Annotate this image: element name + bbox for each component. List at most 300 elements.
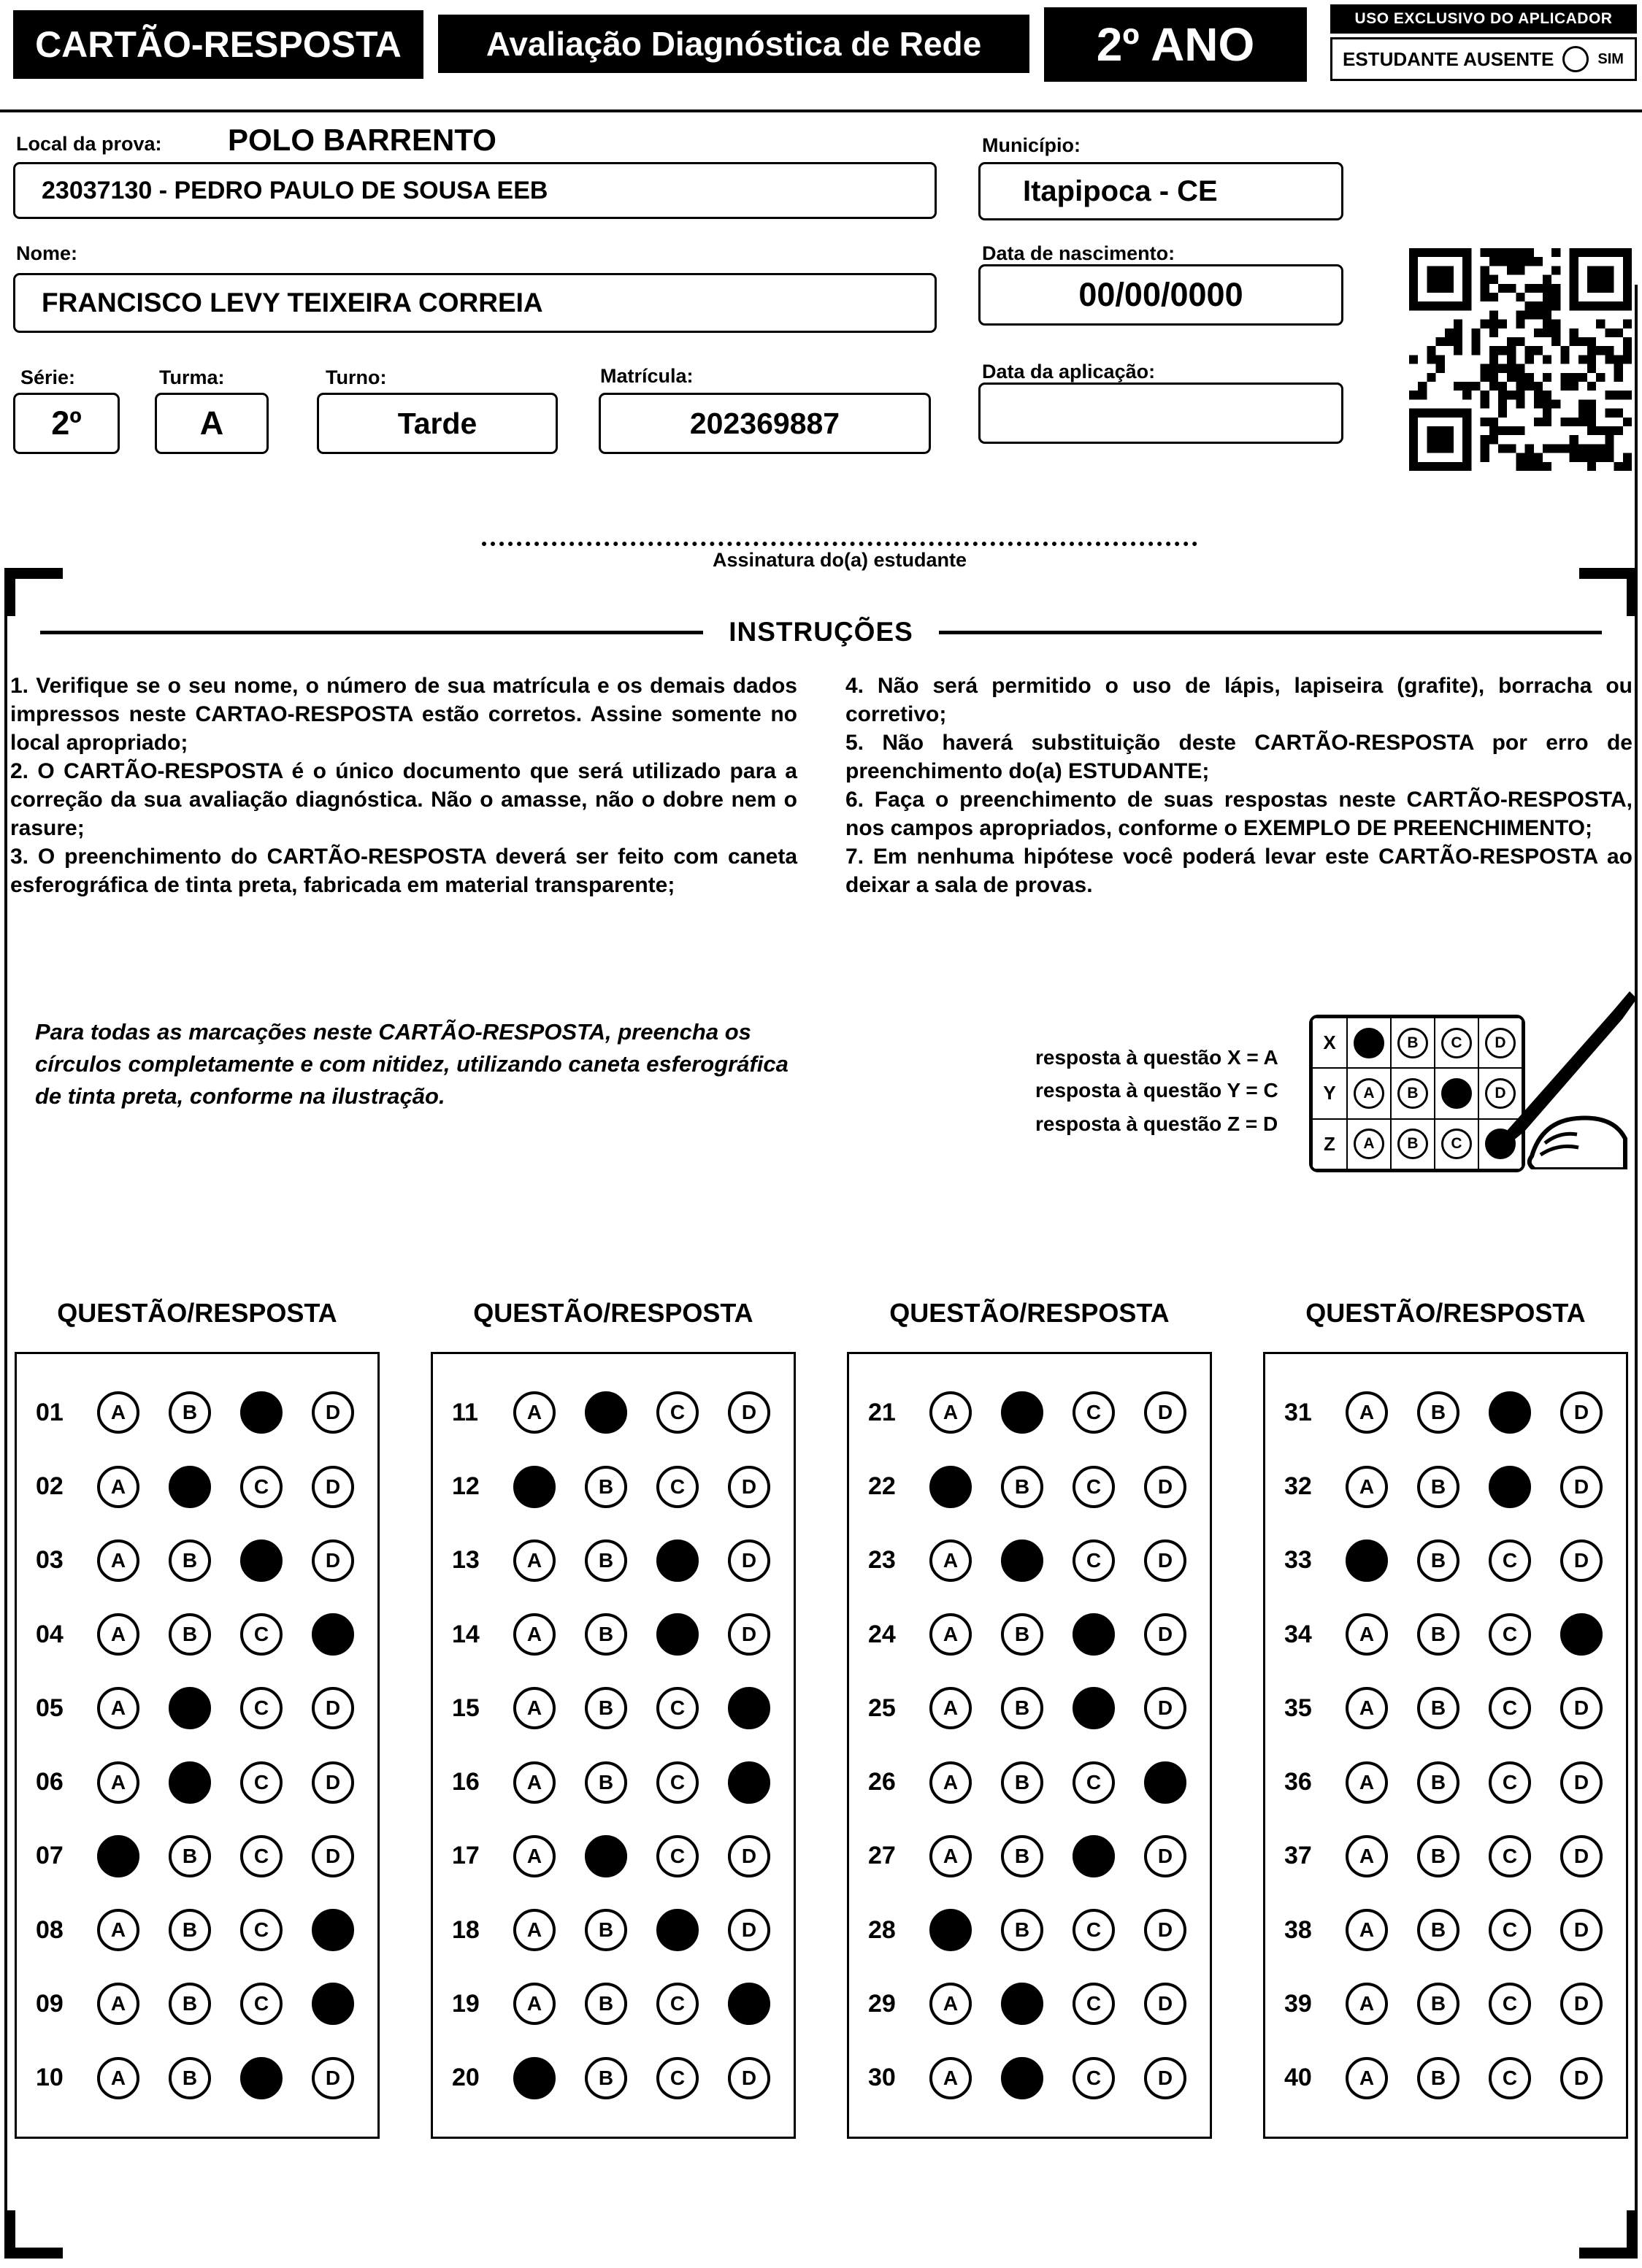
answer-bubble-q29-A[interactable]: A	[929, 1983, 972, 2025]
answer-bubble-q05-A[interactable]: A	[97, 1687, 139, 1729]
answer-bubble-q20-C[interactable]: C	[656, 2057, 699, 2099]
answer-bubble-q09-D[interactable]	[312, 1983, 354, 2025]
left-edge-line	[4, 616, 7, 2210]
question-number-15: 15	[452, 1694, 480, 1722]
answer-bubble-q13-D[interactable]: D	[728, 1539, 770, 1582]
registration-mark-top-left	[4, 568, 63, 616]
answer-bubble-q33-B[interactable]: B	[1417, 1539, 1459, 1582]
question-options-20	[509, 2057, 775, 2099]
answer-bubble-q01-D[interactable]: D	[312, 1391, 354, 1434]
answer-bubble-q27-D[interactable]: D	[1144, 1835, 1186, 1877]
question-options-40	[1341, 2057, 1607, 2099]
answer-bubble-q23-C[interactable]: C	[1073, 1539, 1115, 1582]
answer-bubble-q04-A[interactable]: A	[97, 1613, 139, 1656]
question-number-28: 28	[868, 1915, 896, 1944]
question-options-33	[1341, 1539, 1607, 1582]
answer-bubble-q06-C[interactable]: C	[240, 1761, 283, 1804]
answer-bubble-q05-D[interactable]: D	[312, 1687, 354, 1729]
answer-bubble-q31-B[interactable]: B	[1417, 1391, 1459, 1434]
question-row-20	[452, 2057, 775, 2099]
answer-bubble-q16-B[interactable]: B	[585, 1761, 627, 1804]
answer-bubble-q07-D[interactable]: D	[312, 1835, 354, 1877]
question-row-23	[868, 1539, 1191, 1582]
registration-mark-bottom-right	[1579, 2210, 1638, 2259]
registration-mark-bottom-left	[4, 2210, 63, 2259]
question-number-26: 26	[868, 1768, 896, 1796]
answer-bubble-q36-C[interactable]: C	[1489, 1761, 1531, 1804]
answer-bubble-q11-B[interactable]	[585, 1391, 627, 1434]
municipio-label: Município:	[982, 134, 1081, 156]
answer-bubble-q04-C[interactable]: C	[240, 1613, 283, 1656]
answer-bubble-q11-D[interactable]: D	[728, 1391, 770, 1434]
answer-bubble-q32-B[interactable]: B	[1417, 1466, 1459, 1508]
example-cell-X-B	[1391, 1018, 1435, 1068]
question-number-09: 09	[36, 1989, 64, 2018]
answer-bubble-q02-C[interactable]: C	[240, 1466, 283, 1508]
question-number-22: 22	[868, 1472, 896, 1501]
question-row-38	[1284, 1909, 1607, 1951]
answer-bubble-q30-D[interactable]: D	[1144, 2057, 1186, 2099]
answer-bubble-q01-B[interactable]: B	[169, 1391, 211, 1434]
answer-bubble-q40-D[interactable]: D	[1560, 2057, 1603, 2099]
answer-bubble-q09-B[interactable]: B	[169, 1983, 211, 2025]
answer-bubble-q33-A[interactable]	[1346, 1539, 1388, 1582]
question-row-22	[868, 1466, 1191, 1508]
answer-bubble-q18-B[interactable]: B	[585, 1909, 627, 1951]
applicator-box	[1330, 4, 1637, 81]
answer-bubble-q24-D[interactable]: D	[1144, 1613, 1186, 1656]
example-cell-Y-A	[1347, 1068, 1391, 1118]
question-row-35	[1284, 1687, 1607, 1729]
question-number-01: 01	[36, 1398, 64, 1426]
answer-bubble-q26-A[interactable]: A	[929, 1761, 972, 1804]
answer-bubble-q10-C[interactable]	[240, 2057, 283, 2099]
aplicacao-label: Data da aplicação:	[982, 361, 1156, 383]
answer-bubble-q39-A[interactable]: A	[1346, 1983, 1388, 2025]
question-options-36	[1341, 1761, 1607, 1804]
matricula-field: 202369887	[599, 393, 931, 454]
answer-bubble-q36-D[interactable]: D	[1560, 1761, 1603, 1804]
question-number-12: 12	[452, 1472, 480, 1501]
question-row-17	[452, 1835, 775, 1877]
answer-bubble-q01-C[interactable]	[240, 1391, 283, 1434]
answer-bubble-q14-C[interactable]	[656, 1613, 699, 1656]
instructions-header	[0, 617, 1642, 647]
question-number-24: 24	[868, 1620, 896, 1648]
answer-bubble-q39-C[interactable]: C	[1489, 1983, 1531, 2025]
answer-bubble-q14-B[interactable]: B	[585, 1613, 627, 1656]
answer-bubble-q27-C[interactable]	[1073, 1835, 1115, 1877]
answer-bubble-q11-C[interactable]: C	[656, 1391, 699, 1434]
answer-bubble-q03-B[interactable]: B	[169, 1539, 211, 1582]
answer-bubble-q38-D[interactable]: D	[1560, 1909, 1603, 1951]
instruction-item-7: 7. Em nenhuma hipótese você poderá levar este CARTÃO-RESPOSTA ao deixar a sala de provas.	[845, 845, 1633, 897]
answer-bubble-q08-A[interactable]: A	[97, 1909, 139, 1951]
example-bubble-X-B: B	[1397, 1028, 1428, 1058]
answers-header-4: QUESTÃO/RESPOSTA	[1305, 1298, 1586, 1328]
answer-bubble-q20-A[interactable]	[513, 2057, 556, 2099]
question-number-38: 38	[1284, 1915, 1312, 1944]
answer-bubble-q28-C[interactable]: C	[1073, 1909, 1115, 1951]
example-legend	[1035, 1041, 1278, 1140]
example-bubble-Z-A: A	[1354, 1129, 1384, 1159]
absent-mark-bubble[interactable]	[1562, 46, 1589, 72]
answer-bubble-q25-A[interactable]: A	[929, 1687, 972, 1729]
answer-bubble-q19-D[interactable]	[728, 1983, 770, 2025]
question-number-02: 02	[36, 1472, 64, 1501]
answer-bubble-q36-B[interactable]: B	[1417, 1761, 1459, 1804]
question-options-32	[1341, 1466, 1607, 1508]
answer-bubble-q06-D[interactable]: D	[312, 1761, 354, 1804]
example-legend-y: resposta à questão Y = C	[1035, 1079, 1278, 1102]
answer-bubble-q01-A[interactable]: A	[97, 1391, 139, 1434]
applicator-title: USO EXCLUSIVO DO APLICADOR	[1330, 4, 1637, 34]
question-options-19	[509, 1983, 775, 2025]
answer-bubble-q36-A[interactable]: A	[1346, 1761, 1388, 1804]
answer-bubble-q03-C[interactable]	[240, 1539, 283, 1582]
answer-bubble-q35-D[interactable]: D	[1560, 1687, 1603, 1729]
answer-bubble-q22-B[interactable]: B	[1001, 1466, 1043, 1508]
question-number-33: 33	[1284, 1546, 1312, 1575]
example-cell-Z-B	[1391, 1119, 1435, 1169]
answer-bubble-q06-A[interactable]: A	[97, 1761, 139, 1804]
answers-header-2: QUESTÃO/RESPOSTA	[473, 1298, 753, 1328]
answer-bubble-q27-A[interactable]: A	[929, 1835, 972, 1877]
answer-bubble-q19-A[interactable]: A	[513, 1983, 556, 2025]
example-bubble-Z-B: B	[1397, 1129, 1428, 1159]
answer-bubble-q34-A[interactable]: A	[1346, 1613, 1388, 1656]
question-options-09	[93, 1983, 358, 2025]
question-number-32: 32	[1284, 1472, 1312, 1501]
answer-bubble-q16-A[interactable]: A	[513, 1761, 556, 1804]
question-number-10: 10	[36, 2064, 64, 2092]
question-number-11: 11	[452, 1398, 478, 1426]
question-row-25	[868, 1687, 1191, 1729]
answer-bubble-q14-D[interactable]: D	[728, 1613, 770, 1656]
question-options-02	[93, 1466, 358, 1508]
answer-bubble-q30-B[interactable]	[1001, 2057, 1043, 2099]
example-legend-x: resposta à questão X = A	[1035, 1046, 1278, 1069]
answer-bubble-q10-A[interactable]: A	[97, 2057, 139, 2099]
answer-bubble-q17-D[interactable]: D	[728, 1835, 770, 1877]
question-number-40: 40	[1284, 2064, 1312, 2092]
answer-bubble-q29-B[interactable]	[1001, 1983, 1043, 2025]
example-bubble-Z-C: C	[1441, 1129, 1472, 1159]
answer-bubble-q33-C[interactable]: C	[1489, 1539, 1531, 1582]
question-options-16	[509, 1761, 775, 1804]
question-row-21	[868, 1391, 1191, 1434]
example-cell-Y-B	[1391, 1068, 1435, 1118]
question-number-19: 19	[452, 1989, 480, 2018]
answer-bubble-q30-A[interactable]: A	[929, 2057, 972, 2099]
question-number-20: 20	[452, 2064, 480, 2092]
answer-bubble-q35-C[interactable]: C	[1489, 1687, 1531, 1729]
signature-line[interactable]	[482, 542, 1197, 546]
answer-bubble-q28-B[interactable]: B	[1001, 1909, 1043, 1951]
answer-bubble-q24-B[interactable]: B	[1001, 1613, 1043, 1656]
answer-bubble-q21-B[interactable]	[1001, 1391, 1043, 1434]
question-row-28	[868, 1909, 1191, 1951]
question-row-32	[1284, 1466, 1607, 1508]
answer-bubble-q13-C[interactable]	[656, 1539, 699, 1582]
municipio-field: Itapipoca - CE	[978, 162, 1343, 220]
example-bubble-X-C: C	[1441, 1028, 1472, 1058]
answer-bubble-q07-C[interactable]: C	[240, 1835, 283, 1877]
answer-bubble-q18-A[interactable]: A	[513, 1909, 556, 1951]
question-row-40	[1284, 2057, 1607, 2099]
answer-bubble-q25-C[interactable]	[1073, 1687, 1115, 1729]
answer-bubble-q15-C[interactable]: C	[656, 1687, 699, 1729]
answer-bubble-q06-B[interactable]	[169, 1761, 211, 1804]
answer-bubble-q38-B[interactable]: B	[1417, 1909, 1459, 1951]
question-number-36: 36	[1284, 1768, 1312, 1796]
answer-bubble-q17-C[interactable]: C	[656, 1835, 699, 1877]
serie-label: Série:	[20, 366, 76, 388]
answer-bubble-q08-D[interactable]	[312, 1909, 354, 1951]
answer-bubble-q12-D[interactable]: D	[728, 1466, 770, 1508]
example-row-label-Y: Y	[1312, 1068, 1347, 1118]
answer-bubble-q30-C[interactable]: C	[1073, 2057, 1115, 2099]
question-options-18	[509, 1909, 775, 1951]
example-bubble-X-A	[1354, 1028, 1384, 1058]
answer-bubble-q12-B[interactable]: B	[585, 1466, 627, 1508]
answer-bubble-q13-B[interactable]: B	[585, 1539, 627, 1582]
answer-bubble-q22-A[interactable]	[929, 1466, 972, 1508]
example-legend-z: resposta à questão Z = D	[1035, 1112, 1278, 1135]
question-options-35	[1341, 1687, 1607, 1729]
answer-bubble-q40-B[interactable]: B	[1417, 2057, 1459, 2099]
answer-bubble-q18-C[interactable]	[656, 1909, 699, 1951]
fill-note: Para todas as marcações neste CARTÃO-RESPOSTA, preencha os círculos completamente e com nitidez, utilizando caneta esferográfica de tinta preta, conforme na ilustração.	[35, 1019, 789, 1110]
answer-bubble-q31-C[interactable]	[1489, 1391, 1531, 1434]
answer-bubble-q31-A[interactable]: A	[1346, 1391, 1388, 1434]
instruction-item-5: 5. Não haverá substituição deste CARTÃO-RESPOSTA por erro de preenchimento do(a) ESTUDANTE;	[845, 731, 1633, 783]
turma-field: A	[155, 393, 269, 454]
answer-bubble-q22-D[interactable]: D	[1144, 1466, 1186, 1508]
answer-bubble-q19-B[interactable]: B	[585, 1983, 627, 2025]
question-options-39	[1341, 1983, 1607, 2025]
question-options-37	[1341, 1835, 1607, 1877]
question-row-19	[452, 1983, 775, 2025]
answer-bubble-q40-C[interactable]: C	[1489, 2057, 1531, 2099]
question-row-07	[36, 1835, 358, 1877]
question-options-31	[1341, 1391, 1607, 1434]
answer-bubble-q20-B[interactable]: B	[585, 2057, 627, 2099]
question-number-04: 04	[36, 1620, 64, 1648]
answer-bubble-q21-C[interactable]: C	[1073, 1391, 1115, 1434]
question-row-04	[36, 1613, 358, 1656]
answer-bubble-q34-C[interactable]: C	[1489, 1613, 1531, 1656]
answer-bubble-q27-B[interactable]: B	[1001, 1835, 1043, 1877]
answer-bubble-q12-A[interactable]	[513, 1466, 556, 1508]
answer-bubble-q37-C[interactable]: C	[1489, 1835, 1531, 1877]
answer-bubble-q39-D[interactable]: D	[1560, 1983, 1603, 2025]
answer-bubble-q26-B[interactable]: B	[1001, 1761, 1043, 1804]
nome-label: Nome:	[16, 242, 78, 264]
answer-bubble-q24-A[interactable]: A	[929, 1613, 972, 1656]
answers-header-1: QUESTÃO/RESPOSTA	[57, 1298, 337, 1328]
answer-bubble-q23-B[interactable]	[1001, 1539, 1043, 1582]
question-number-06: 06	[36, 1768, 64, 1796]
answer-bubble-q15-A[interactable]: A	[513, 1687, 556, 1729]
answer-bubble-q29-D[interactable]: D	[1144, 1983, 1186, 2025]
question-row-08	[36, 1909, 358, 1951]
answer-bubble-q15-B[interactable]: B	[585, 1687, 627, 1729]
answer-bubble-q23-A[interactable]: A	[929, 1539, 972, 1582]
question-row-06	[36, 1761, 358, 1804]
question-number-27: 27	[868, 1842, 896, 1870]
local-value: POLO BARRENTO	[228, 123, 496, 157]
question-options-38	[1341, 1909, 1607, 1951]
question-row-30	[868, 2057, 1191, 2099]
question-row-14	[452, 1613, 775, 1656]
answer-bubble-q03-A[interactable]: A	[97, 1539, 139, 1582]
question-number-34: 34	[1284, 1620, 1312, 1648]
example-row-label-X: X	[1312, 1018, 1347, 1068]
answer-bubble-q09-C[interactable]: C	[240, 1983, 283, 2025]
question-options-05	[93, 1687, 358, 1729]
instructions-rule-left	[40, 631, 703, 634]
question-options-08	[93, 1909, 358, 1951]
question-number-31: 31	[1284, 1398, 1312, 1426]
answer-bubble-q12-C[interactable]: C	[656, 1466, 699, 1508]
answer-bubble-q09-A[interactable]: A	[97, 1983, 139, 2025]
answer-bubble-q07-A[interactable]	[97, 1835, 139, 1877]
answer-bubble-q24-C[interactable]	[1073, 1613, 1115, 1656]
answer-bubble-q37-D[interactable]: D	[1560, 1835, 1603, 1877]
nascimento-field: 00/00/0000	[978, 264, 1343, 326]
turma-label: Turma:	[159, 366, 225, 388]
answer-bubble-q37-B[interactable]: B	[1417, 1835, 1459, 1877]
answer-bubble-q21-A[interactable]: A	[929, 1391, 972, 1434]
answer-bubble-q05-B[interactable]	[169, 1687, 211, 1729]
answer-bubble-q17-B[interactable]	[585, 1835, 627, 1877]
example-row-label-Z: Z	[1312, 1119, 1347, 1169]
example-bubble-Y-B: B	[1397, 1078, 1428, 1109]
answer-bubble-q20-D[interactable]: D	[728, 2057, 770, 2099]
answer-bubble-q15-D[interactable]	[728, 1687, 770, 1729]
question-row-33	[1284, 1539, 1607, 1582]
question-row-03	[36, 1539, 358, 1582]
answer-bubble-q40-A[interactable]: A	[1346, 2057, 1388, 2099]
answer-bubble-q28-D[interactable]: D	[1144, 1909, 1186, 1951]
answers-header-3: QUESTÃO/RESPOSTA	[889, 1298, 1170, 1328]
answer-bubble-q29-C[interactable]: C	[1073, 1983, 1115, 2025]
answer-bubble-q16-C[interactable]: C	[656, 1761, 699, 1804]
answer-bubble-q10-B[interactable]: B	[169, 2057, 211, 2099]
answer-bubble-q32-A[interactable]: A	[1346, 1466, 1388, 1508]
example-bubble-X-D: D	[1485, 1028, 1516, 1058]
answer-bubble-q04-D[interactable]	[312, 1613, 354, 1656]
answer-bubble-q18-D[interactable]: D	[728, 1909, 770, 1951]
instructions-title: INSTRUÇÕES	[729, 617, 913, 647]
answer-bubble-q05-C[interactable]: C	[240, 1687, 283, 1729]
answer-bubble-q32-C[interactable]	[1489, 1466, 1531, 1508]
answer-bubble-q03-D[interactable]: D	[312, 1539, 354, 1582]
answer-bubble-q14-A[interactable]: A	[513, 1613, 556, 1656]
answer-bubble-q13-A[interactable]: A	[513, 1539, 556, 1582]
answer-bubble-q17-A[interactable]: A	[513, 1835, 556, 1877]
answer-column-3	[847, 1352, 1212, 2139]
question-number-30: 30	[868, 2064, 896, 2092]
answer-bubble-q25-D[interactable]: D	[1144, 1687, 1186, 1729]
question-number-21: 21	[868, 1398, 896, 1426]
answer-bubble-q34-B[interactable]: B	[1417, 1613, 1459, 1656]
question-options-13	[509, 1539, 775, 1582]
question-number-07: 07	[36, 1842, 64, 1870]
question-options-23	[925, 1539, 1191, 1582]
question-options-30	[925, 2057, 1191, 2099]
answer-column-4	[1263, 1352, 1628, 2139]
question-number-29: 29	[868, 1989, 896, 2018]
answer-bubble-q22-C[interactable]: C	[1073, 1466, 1115, 1508]
question-number-13: 13	[452, 1546, 480, 1575]
answer-bubble-q28-A[interactable]	[929, 1909, 972, 1951]
answer-bubble-q08-B[interactable]: B	[169, 1909, 211, 1951]
question-options-04	[93, 1613, 358, 1656]
answer-bubble-q26-C[interactable]: C	[1073, 1761, 1115, 1804]
answer-bubble-q04-B[interactable]: B	[169, 1613, 211, 1656]
answer-bubble-q19-C[interactable]: C	[656, 1983, 699, 2025]
example-bubble-Y-A: A	[1354, 1078, 1384, 1109]
answer-bubble-q10-D[interactable]: D	[312, 2057, 354, 2099]
question-number-25: 25	[868, 1694, 896, 1722]
example-cell-Z-A	[1347, 1119, 1391, 1169]
instructions-rule-right	[939, 631, 1602, 634]
answer-bubble-q33-D[interactable]: D	[1560, 1539, 1603, 1582]
answer-bubble-q25-B[interactable]: B	[1001, 1687, 1043, 1729]
answer-bubble-q02-B[interactable]	[169, 1466, 211, 1508]
question-options-25	[925, 1687, 1191, 1729]
answer-bubble-q02-A[interactable]: A	[97, 1466, 139, 1508]
answer-bubble-q35-B[interactable]: B	[1417, 1687, 1459, 1729]
answer-bubble-q37-A[interactable]: A	[1346, 1835, 1388, 1877]
answer-bubble-q23-D[interactable]: D	[1144, 1539, 1186, 1582]
answer-bubble-q34-D[interactable]	[1560, 1613, 1603, 1656]
grade-badge: 2º ANO	[1044, 7, 1307, 82]
answer-bubble-q08-C[interactable]: C	[240, 1909, 283, 1951]
question-row-02	[36, 1466, 358, 1508]
nascimento-label: Data de nascimento:	[982, 242, 1175, 264]
nome-field: FRANCISCO LEVY TEIXEIRA CORREIA	[13, 273, 937, 333]
answer-bubble-q39-B[interactable]: B	[1417, 1983, 1459, 2025]
answer-bubble-q38-C[interactable]: C	[1489, 1909, 1531, 1951]
hand-with-pen-illustration	[1459, 987, 1641, 1169]
answer-bubble-q21-D[interactable]: D	[1144, 1391, 1186, 1434]
question-row-13	[452, 1539, 775, 1582]
answer-bubble-q11-A[interactable]: A	[513, 1391, 556, 1434]
student-absent-box	[1330, 37, 1637, 81]
answer-bubble-q07-B[interactable]: B	[169, 1835, 211, 1877]
question-row-34	[1284, 1613, 1607, 1656]
absent-label: ESTUDANTE AUSENTE	[1343, 47, 1554, 70]
answer-column-1	[15, 1352, 380, 2139]
answer-bubble-q02-D[interactable]: D	[312, 1466, 354, 1508]
question-number-39: 39	[1284, 1989, 1312, 2018]
answer-bubble-q26-D[interactable]	[1144, 1761, 1186, 1804]
aplicacao-field[interactable]	[978, 383, 1343, 444]
question-number-23: 23	[868, 1546, 896, 1575]
answer-bubble-q16-D[interactable]	[728, 1761, 770, 1804]
question-row-01	[36, 1391, 358, 1434]
question-options-21	[925, 1391, 1191, 1434]
answer-bubble-q38-A[interactable]: A	[1346, 1909, 1388, 1951]
exam-title: Avaliação Diagnóstica de Rede	[438, 15, 1029, 73]
local-label: Local da prova:	[16, 133, 162, 155]
answer-bubble-q35-A[interactable]: A	[1346, 1687, 1388, 1729]
answer-bubble-q31-D[interactable]: D	[1560, 1391, 1603, 1434]
answer-bubble-q32-D[interactable]: D	[1560, 1466, 1603, 1508]
